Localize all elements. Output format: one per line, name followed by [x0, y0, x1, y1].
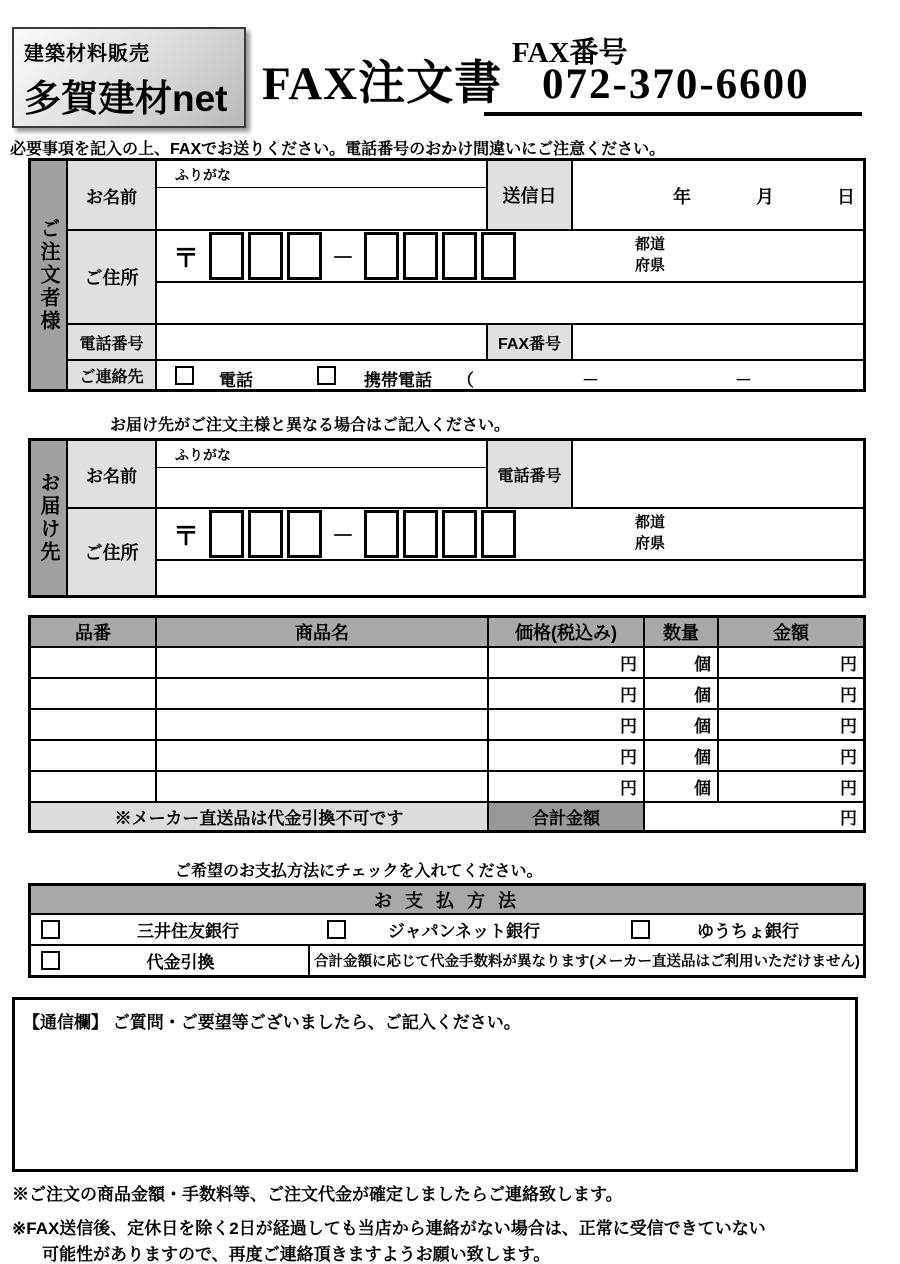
delivery-phone-input[interactable] — [573, 441, 863, 509]
postal-box[interactable] — [442, 510, 477, 558]
direct-shipping-note: ※メーカー直送品は代金引換不可です — [31, 803, 489, 830]
date-year-label: 年 — [673, 187, 691, 207]
contact-mobile-checkbox[interactable] — [317, 366, 336, 385]
postal-box[interactable] — [481, 232, 516, 280]
item-number-input[interactable] — [31, 772, 157, 803]
postal-box[interactable] — [481, 510, 516, 558]
cod-checkbox[interactable] — [41, 951, 60, 970]
price-input[interactable] — [489, 679, 645, 710]
contact-paren: （ — [457, 371, 474, 389]
quantity-input[interactable] — [645, 741, 719, 772]
unit-yen: 円 — [840, 779, 857, 798]
unit-yen: 円 — [620, 779, 637, 798]
postal-mark: 〒 — [173, 242, 200, 273]
payment-option-japannet — [327, 915, 582, 944]
orderer-fax-label: FAX番号 — [488, 325, 573, 361]
footnote-3: 可能性がありますので、再度ご連絡頂きますようお願い致します。 — [42, 1245, 551, 1264]
unit-yen: 円 — [620, 686, 637, 705]
delivery-furigana-label: ふりがな — [157, 441, 488, 468]
contact-phone-label: 電話 — [219, 371, 253, 389]
postal-box[interactable] — [209, 510, 244, 558]
cod-label: 代金引換 — [146, 953, 215, 972]
amount-input[interactable] — [719, 679, 863, 710]
contact-phone-checkbox[interactable] — [175, 366, 194, 385]
message-box[interactable] — [12, 997, 858, 1172]
postal-box[interactable] — [364, 232, 399, 280]
bank-options-row — [31, 915, 863, 946]
delivery-side-header: お届け先 — [31, 441, 68, 595]
unit-yen: 円 — [840, 686, 857, 705]
product-name-input[interactable] — [157, 679, 489, 710]
delivery-name-label: お名前 — [68, 441, 157, 509]
price-input[interactable] — [489, 741, 645, 772]
orderer-address-input[interactable] — [157, 283, 863, 325]
top-instruction: 必要事項を記入の上、FAXでお送りください。電話番号のおかけ間違いにご注意ください。 — [10, 141, 666, 158]
quantity-input[interactable] — [645, 710, 719, 741]
orderer-furigana-label: ふりがな — [157, 161, 488, 188]
footnote-2: ※FAX送信後、定休日を除く2日が経過しても当店から連絡がない場合は、正常に受信できていない — [12, 1219, 766, 1238]
payment-option-yucho — [631, 915, 846, 944]
delivery-note: お届け先がご注文主様と異なる場合はご記入ください。 — [110, 417, 511, 434]
quantity-input[interactable] — [645, 679, 719, 710]
amount-input[interactable] — [719, 710, 863, 741]
col-header-amount: 金額 — [719, 618, 863, 648]
orderer-contact-label: ご連絡先 — [68, 361, 157, 389]
product-name-input[interactable] — [157, 741, 489, 772]
delivery-address-input[interactable] — [157, 561, 863, 595]
item-number-input[interactable] — [31, 710, 157, 741]
logo-shop-name: 多賀建材net — [24, 78, 228, 119]
amount-input[interactable] — [719, 772, 863, 803]
orderer-postal-row[interactable] — [157, 231, 863, 283]
postal-dash: － — [332, 244, 355, 270]
product-name-input[interactable] — [157, 772, 489, 803]
postal-box[interactable] — [442, 232, 477, 280]
amount-input[interactable] — [719, 741, 863, 772]
orderer-fax-input[interactable] — [573, 325, 863, 361]
orderer-phone-label: 電話番号 — [68, 325, 157, 361]
price-input[interactable] — [489, 772, 645, 803]
yucho-checkbox[interactable] — [631, 920, 650, 939]
postal-box[interactable] — [248, 232, 283, 280]
payment-table — [28, 883, 866, 978]
col-header-product-name: 商品名 — [157, 618, 489, 648]
unit-yen: 円 — [620, 748, 637, 767]
footnote-1: ※ご注文の商品金額・手数料等、ご注文代金が確定しましたらご連絡致します。 — [12, 1185, 623, 1204]
prefecture-line1: 都道 — [635, 514, 666, 531]
delivery-name-input[interactable] — [157, 468, 488, 509]
prefecture-line2: 府県 — [635, 257, 666, 274]
fax-number-underline — [484, 112, 862, 116]
page-title: FAX注文書 — [262, 58, 503, 110]
product-name-input[interactable] — [157, 710, 489, 741]
orderer-contact-row — [157, 361, 863, 389]
postal-box[interactable] — [248, 510, 283, 558]
payment-instruction: ご希望のお支払方法にチェックを入れてください。 — [175, 863, 543, 880]
unit-yen: 円 — [840, 748, 857, 767]
price-input[interactable] — [489, 710, 645, 741]
orderer-table — [28, 158, 866, 392]
postal-box[interactable] — [364, 510, 399, 558]
item-number-input[interactable] — [31, 741, 157, 772]
payment-method-header: お 支 払 方 法 — [31, 886, 863, 915]
fax-number-label: FAX番号 — [512, 37, 628, 69]
unit-pieces: 個 — [694, 655, 711, 674]
date-day-label: 日 — [837, 187, 855, 207]
shop-logo — [12, 27, 246, 128]
send-date-label: 送信日 — [488, 161, 573, 231]
unit-yen: 円 — [620, 717, 637, 736]
unit-pieces: 個 — [694, 717, 711, 736]
item-number-input[interactable] — [31, 648, 157, 679]
japannet-label: ジャパンネット銀行 — [387, 922, 541, 941]
postal-box[interactable] — [287, 510, 322, 558]
unit-pieces: 個 — [694, 779, 711, 798]
unit-pieces: 個 — [694, 686, 711, 705]
unit-yen: 円 — [840, 809, 857, 828]
col-header-item-number: 品番 — [31, 618, 157, 648]
postal-box[interactable] — [403, 232, 438, 280]
total-amount-label: 合計金額 — [489, 803, 645, 830]
postal-box[interactable] — [287, 232, 322, 280]
amount-input[interactable] — [719, 648, 863, 679]
price-input[interactable] — [489, 648, 645, 679]
message-box-label: 【通信欄】 ご質問・ご要望等ございましたら、ご記入ください。 — [23, 1013, 521, 1032]
cod-fee-note: 合計金額に応じて代金手数料が異なります(メーカー直送品はご利用いただけません) — [314, 954, 860, 970]
postal-box[interactable] — [403, 510, 438, 558]
orderer-side-header: ご注文者様 — [31, 161, 68, 389]
delivery-phone-label: 電話番号 — [488, 441, 573, 509]
logo-tagline: 建築材料販売 — [24, 43, 150, 65]
smbc-checkbox[interactable] — [41, 920, 60, 939]
delivery-address-label: ご住所 — [68, 509, 157, 595]
contact-mobile-label: 携帯電話 — [364, 371, 432, 389]
prefecture-line1: 都道 — [635, 236, 666, 253]
smbc-label: 三井住友銀行 — [137, 922, 239, 941]
orderer-phone-input[interactable] — [157, 325, 488, 361]
quantity-input[interactable] — [645, 648, 719, 679]
orderer-address-label: ご住所 — [68, 231, 157, 325]
delivery-table — [28, 438, 866, 598]
postal-box[interactable] — [209, 232, 244, 280]
delivery-postal-row[interactable] — [157, 509, 863, 561]
fax-number-value: 072-370-6600 — [542, 61, 810, 108]
date-month-label: 月 — [756, 187, 774, 207]
prefecture-line2: 府県 — [635, 535, 666, 552]
postal-mark: 〒 — [173, 520, 200, 551]
product-name-input[interactable] — [157, 648, 489, 679]
total-amount-input[interactable] — [645, 803, 863, 830]
unit-yen: 円 — [840, 655, 857, 674]
quantity-input[interactable] — [645, 772, 719, 803]
send-date-input[interactable] — [573, 161, 863, 231]
unit-yen: 円 — [840, 717, 857, 736]
col-header-quantity: 数量 — [645, 618, 719, 648]
japannet-checkbox[interactable] — [327, 920, 346, 939]
product-table — [28, 615, 866, 833]
orderer-name-label: お名前 — [68, 161, 157, 231]
payment-option-cod — [31, 946, 310, 975]
yucho-label: ゆうちょ銀行 — [697, 922, 799, 941]
payment-option-smbc — [41, 915, 316, 944]
orderer-name-input[interactable] — [157, 188, 488, 231]
postal-dash: － — [332, 522, 355, 548]
item-number-input[interactable] — [31, 679, 157, 710]
prefecture-label — [635, 234, 665, 276]
col-header-price: 価格(税込み) — [489, 618, 645, 648]
unit-pieces: 個 — [694, 748, 711, 767]
contact-dash-1: － — [582, 371, 599, 389]
contact-dash-2: － — [735, 371, 752, 389]
unit-yen: 円 — [620, 655, 637, 674]
prefecture-label — [635, 512, 665, 554]
